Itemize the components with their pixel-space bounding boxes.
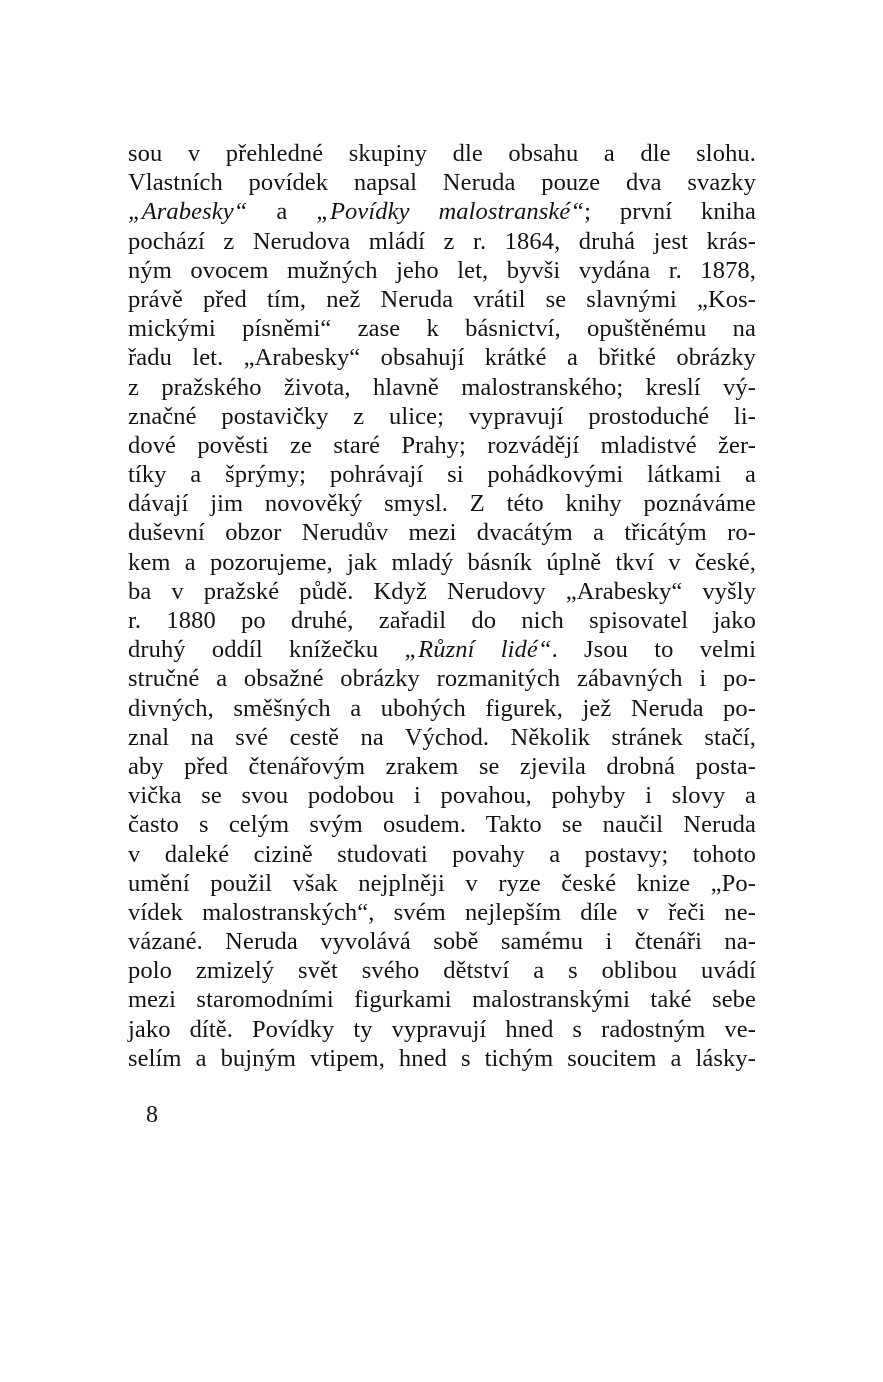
text-line: dávají jim novověký smysl. Z této knihy poznáváme bbox=[128, 490, 756, 518]
text-line: duševní obzor Nerudův mezi dvacátým a třicátým ro- bbox=[128, 519, 756, 547]
text-line: značné postavičky z ulice; vypravují prostoduché li- bbox=[128, 402, 756, 430]
text-line: tíky a šprýmy; pohrávají si pohádkovými látkami a bbox=[128, 461, 756, 489]
text-line: pochází z Nerudova mládí z r. 1864, druhá jest krás- bbox=[128, 227, 756, 255]
text-line: mezi staromodními figurkami malostranskými také sebe bbox=[128, 986, 756, 1014]
page-number: 8 bbox=[146, 1102, 158, 1128]
text-line: právě před tím, než Neruda vrátil se slavnými „Kos- bbox=[128, 285, 756, 313]
text-line: stručné a obsažné obrázky rozmanitých zábavných i po- bbox=[128, 665, 756, 693]
text-line: dové pověsti ze staré Prahy; rozvádějí mladistvé žer- bbox=[128, 431, 756, 459]
text-line: sou v přehledné skupiny dle obsahu a dle slohu. bbox=[128, 140, 756, 167]
text-line: znal na své cestě na Východ. Několik stránek stačí, bbox=[128, 723, 756, 751]
text-line: druhý oddíl knížečku „Různí lidé“. Jsou to velmi bbox=[128, 636, 756, 664]
text-line: vázané. Neruda vyvolává sobě samému i čtenáři na- bbox=[128, 928, 756, 956]
text-line: divných, směšných a ubohých figurek, jež Neruda po- bbox=[128, 694, 756, 722]
text-line: ným ovocem mužných jeho let, byvši vydána r. 1878, bbox=[128, 256, 756, 284]
text-line: z pražského života, hlavně malostranského; kreslí vý- bbox=[128, 373, 756, 401]
text-line: kem a pozorujeme, jak mladý básník úplně tkví v české, bbox=[128, 548, 756, 576]
text-line: Vlastních povídek napsal Neruda pouze dva svazky bbox=[128, 169, 756, 197]
text-line: aby před čtenářovým zrakem se zjevila drobná posta- bbox=[128, 752, 756, 780]
text-line: jako dítě. Povídky ty vypravují hned s radostným ve- bbox=[128, 1015, 756, 1043]
text-line: ba v pražské půdě. Když Nerudovy „Arabesky“ vyšly bbox=[128, 577, 756, 605]
text-line: selím a bujným vtipem, hned s tichým soucitem a lásky- bbox=[128, 1044, 756, 1072]
text-line: často s celým svým osudem. Takto se naučil Neruda bbox=[128, 811, 756, 839]
text-line: umění použil však nejplněji v ryze české knize „Po- bbox=[128, 869, 756, 897]
text-line: vička se svou podobou i povahou, pohyby i slovy a bbox=[128, 782, 756, 810]
text-line: polo zmizelý svět svého dětství a s oblibou uvádí bbox=[128, 957, 756, 985]
text-line: „Arabesky“ a „Povídky malostranské“; první kniha bbox=[128, 198, 756, 226]
text-line: mickými písněmi“ zase k básnictví, opuštěnému na bbox=[128, 315, 756, 343]
text-line: r. 1880 po druhé, zařadil do nich spisovatel jako bbox=[128, 607, 756, 634]
text-line: v daleké cizině studovati povahy a postavy; tohoto bbox=[128, 840, 756, 868]
body-text bbox=[128, 139, 756, 1073]
text-line: vídek malostranských“, svém nejlepším díle v řeči ne- bbox=[128, 898, 756, 926]
text-line: řadu let. „Arabesky“ obsahují krátké a břitké obrázky bbox=[128, 344, 756, 372]
